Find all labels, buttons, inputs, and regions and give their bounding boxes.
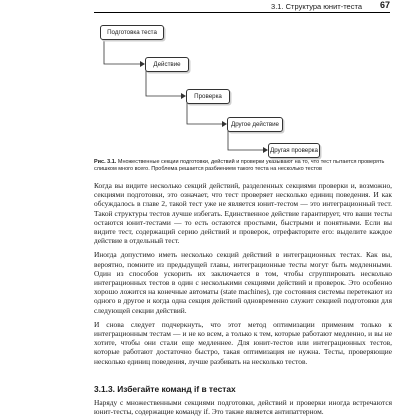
diagram-box-arrange: Подготовка теста: [100, 25, 164, 40]
paragraph: Наряду с множественными секциями подготовки, действий и проверки иногда встречаются юнит-тесты, содержащие команду if. Это также является антипаттерном.: [94, 398, 392, 417]
subsection-heading: 3.1.3. Избегайте команд if в тестах: [94, 384, 236, 394]
diagram-box-assert: Проверка: [186, 89, 230, 104]
page-number: 67: [379, 0, 390, 10]
body-text: [94, 181, 392, 370]
diagram-connectors: [0, 0, 420, 160]
figure-caption: [94, 159, 394, 173]
paragraph: Иногда допустимо иметь несколько секций действий в интеграционных тестах. Как вы, вероятно, помните из предыдущей главы, интеграционные тесты могут быть медленными. Один из способов ускорить их заключается в том, чтобы сгруппировать несколько интеграционных тестов в один с несколькими секциями действий и проверок. Это особенно хорошо ложится на конечные автоматы (state machines), где состояния системы перетекают из одного в другое и когда одна секция действий одновременно служит секцией подготовки для следующей секции действий.: [94, 250, 392, 315]
figure-caption-text: Множественные секции подготовки, действий и проверки указывают на то, что тест пытается проверять слишком много всего. Проблема решается разбиением такого теста на несколько тестов: [94, 159, 385, 173]
figure-label: Рис. 3.1.: [94, 159, 117, 165]
header-section-title: 3.1. Структура юнит-теста: [271, 2, 362, 11]
diagram-box-act: Действие: [145, 57, 189, 72]
connector-arrow: [146, 71, 181, 96]
connector-arrow: [187, 103, 222, 124]
paragraph: И снова следует подчеркнуть, что этот метод оптимизации применим только к интеграционным тестам — и не ко всем, а только к тем, которые работают медленно, и вы не хотите, чтобы они стали еще медленнее. Для юнит-тестов или интеграционных тестов, которые работают достаточно быстро, такая оптимизация не нужна. Тесты, проверяющие несколько единиц поведения, лучше разбивать на несколько тестов.: [94, 319, 392, 366]
diagram-box-assert-2: Другая проверка: [268, 143, 320, 158]
test-structure-diagram: [0, 0, 420, 160]
paragraph: Когда вы видите несколько секций действий, разделенных секциями проверки и, возможно, секциями подготовки, это означает, что тест проверяет несколько единиц поведения. И как обсуждалось в главе 2, такой тест уже не является юнит-тестом — это интеграционный тест. Такой структуры тестов лучше избегать. Единственное действие гарантирует, что ваши тесты остаются юнит-тестами — то есть остаются простыми, быстрыми и понятными. Если вы видите тест, содержащий серию действий и проверок, отрефакторите его: выделите каждое действие в отдельный тест.: [94, 181, 392, 246]
connector-arrow: [104, 39, 140, 64]
diagram-box-act-2: Другое действие: [227, 117, 283, 132]
connector-arrow: [228, 131, 263, 150]
